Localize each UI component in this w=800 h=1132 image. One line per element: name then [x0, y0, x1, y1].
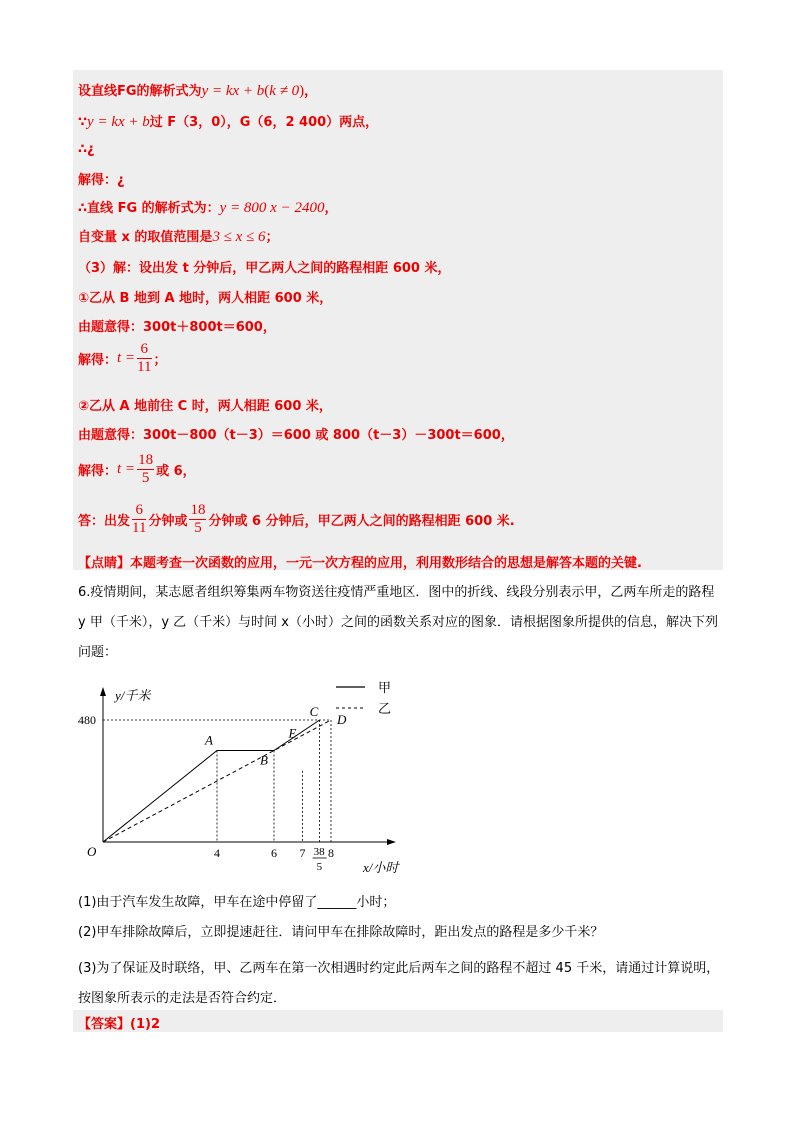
legend-yi-label: 乙 — [378, 701, 392, 716]
solution-line-11: ②乙从 A 地前往 C 时，两人相距 600 米， — [78, 399, 332, 414]
answer-line — [78, 1013, 160, 1032]
fraction-18-5: $\frac{18}{5}$ — [138, 452, 154, 486]
y-axis-arrow — [100, 687, 106, 696]
answer-label: 【答案】 — [78, 1017, 131, 1032]
point-c-label: C — [309, 704, 319, 719]
answer-block — [73, 1010, 723, 1032]
distance-time-graph — [78, 672, 428, 887]
x-tick-6: 6 — [271, 846, 277, 860]
x-tick-frac-den: 5 — [316, 861, 323, 873]
question-1: (1)由于汽车发生故障，甲车在途中停留了______小时； — [78, 895, 396, 910]
solution-line-10: 解得：t = $\frac{6}{11}$ ； — [78, 341, 167, 375]
solution-line-2: ∵y = kx + b过 F（3，0），G（6，2 400）两点， — [78, 114, 379, 130]
solution-line-4: 解得：¿ — [78, 173, 125, 188]
problem-intro: 6.疫情期间，某志愿者组织筹集两车物资送往疫情严重地区．图中的折线、线段分别表示甲，乙两车所走的路程 y 甲（千米），y 乙（千米）与时间 x（小时）之间的函数关系对应的图象．请根据图象所提供的信息，解决下列问题： — [78, 585, 718, 660]
solution-line-1: 设直线FG的解析式为y = kx + b(k ≠ 0)， — [78, 83, 318, 99]
fraction-6-11-answer: $\frac{6}{11}$ — [132, 502, 147, 536]
solution-line-6: 自变量 x 的取值范围是3 ≤ x ≤ 6； — [78, 229, 279, 245]
solution-line-12: 由题意得：300t－800（t－3）＝600 或 800（t－3）－300t＝600， — [78, 428, 514, 443]
x-tick-7: 7 — [299, 846, 306, 860]
point-d-label: D — [337, 712, 347, 727]
x-tick-frac-num: 38 — [313, 846, 325, 858]
solution-line-7: （3）解：设出发 t 分钟后，甲乙两人之间的路程相距 600 米， — [78, 261, 451, 276]
x-axis-label: x/小时 — [363, 860, 399, 875]
point-b-label: B — [260, 752, 268, 768]
point-e-label: E — [288, 725, 297, 741]
fraction-6-11: $\frac{6}{11}$ — [137, 341, 152, 375]
x-tick-8: 8 — [328, 846, 334, 860]
question-2: (2)甲车排除故障后，立即提速赶往．请问甲车在排除故障时，距出发点的路程是多少千米？ — [78, 925, 604, 940]
y-axis-label: y/千米 — [115, 688, 151, 703]
solution-line-13: 解得：t = $\frac{18}{5}$ 或 6， — [78, 452, 196, 486]
question-3: (3)为了保证及时联络，甲、乙两车在第一次相遇时约定此后两车之间的路程不超过 45 千米，请通过计算说明，按图象所表示的走法是否符合约定． — [78, 961, 720, 1006]
solution-line-9: 由题意得：300t＋800t＝600， — [78, 320, 276, 335]
origin-label: O — [87, 844, 97, 859]
y-tick-480: 480 — [78, 713, 96, 727]
fraction-18-5-answer: $\frac{18}{5}$ — [190, 502, 206, 536]
solution-line-14: 答：出发 $\frac{6}{11}$ 分钟或 $\frac{18}{5}$ 分钟或 6 分钟后，甲乙两人之间的路程相距 600 米. — [78, 502, 515, 536]
solution-line-8: ①乙从 B 地到 A 地时，两人相距 600 米， — [78, 291, 333, 306]
x-axis-arrow — [387, 839, 396, 845]
comment-line: 【点睛】本题考查一次函数的应用，一元一次方程的应用，利用数形结合的思想是解答本题的关键. — [78, 556, 642, 571]
answer-value: (1)2 — [130, 1017, 160, 1032]
point-a-label: A — [205, 732, 213, 748]
legend-jia-label: 甲 — [378, 680, 392, 695]
x-tick-4: 4 — [214, 846, 220, 860]
solution-line-3: ∴¿ — [78, 142, 95, 157]
solution-line-5: ∴直线 FG 的解析式为：y = 800 x − 2400， — [78, 200, 338, 216]
